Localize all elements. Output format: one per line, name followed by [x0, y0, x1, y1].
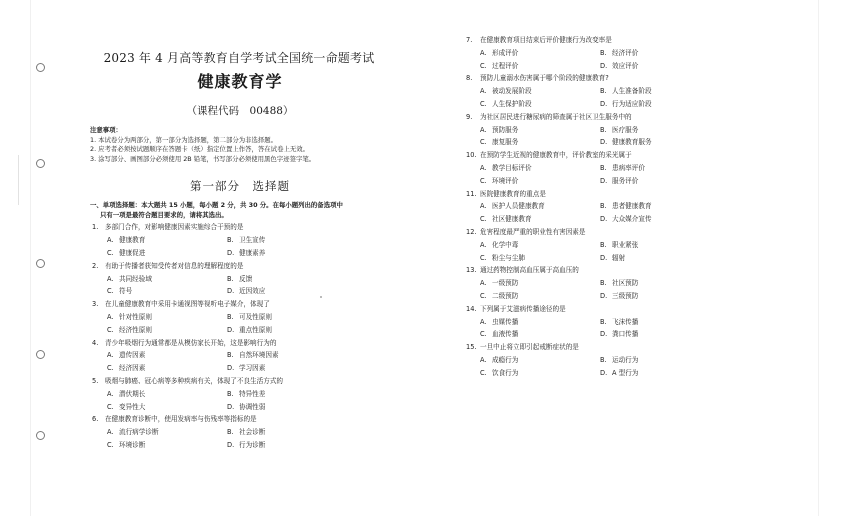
question-number: 5.	[92, 376, 99, 385]
option-a: A. 遗传因素	[107, 351, 146, 360]
question-stem: 下列属于艾滋病传播途径的是	[480, 304, 566, 313]
question-stem: 有助于传播者获知受传者对信息的理解程度的是	[105, 261, 244, 270]
option-d: D. 效应评价	[600, 61, 639, 70]
exam-heading: 2023 年 4 月高等教育自学考试全国统一命题考试	[103, 51, 375, 65]
option-b: B. 患病率评价	[600, 163, 645, 172]
question-stem: 为社区居民进行糖尿病的筛查属于社区卫生服务中的	[480, 112, 632, 121]
question-number: 7.	[466, 36, 473, 44]
option-d: D. 大众媒介宣传	[600, 215, 652, 224]
question-number: 11.	[466, 189, 477, 198]
option-c: C. 粉尘与尘肺	[480, 253, 525, 262]
question-5	[90, 375, 390, 413]
option-a: A. 共同经验域	[107, 274, 152, 283]
option-d: D. 粪口传播	[600, 330, 639, 339]
option-c: C. 经济性原则	[107, 325, 152, 334]
question-stem: 在健康教育诊断中，使用发病率与伤残率等指标的是	[105, 415, 257, 424]
question-stem: 多部门合作，对影响健康因素实施综合干预的是	[105, 223, 244, 232]
question-number: 12.	[466, 227, 477, 236]
option-b: B. 反馈	[227, 274, 253, 283]
question-number: 3.	[92, 300, 99, 309]
option-a: A. 针对性原则	[107, 312, 152, 321]
instructions-line: 只有一项是最符合题目要求的，请将其选出。	[100, 211, 228, 220]
question-number: 2.	[92, 261, 99, 270]
option-a: A. 潜伏期长	[107, 389, 146, 398]
question-10	[466, 149, 702, 187]
option-c: C. 健康促进	[107, 248, 146, 257]
option-a: A. 教学目标评价	[480, 163, 532, 172]
instructions-line: 一、单项选择题：本大题共 15 小题，每小题 2 分，共 30 分。在每小题列出的备选项中	[90, 201, 343, 210]
option-d: D. A 型行为	[600, 368, 639, 377]
option-c: C. 血液传播	[480, 330, 519, 339]
option-d: D. 健康教育服务	[600, 138, 652, 147]
option-c: C. 过程评价	[480, 61, 519, 70]
option-b: B. 自然环境因素	[227, 351, 279, 360]
question-1	[90, 221, 390, 259]
right-column	[466, 34, 702, 380]
option-b: B. 患者健康教育	[600, 202, 652, 211]
question-stem: 吸烟与肺癌、冠心病等多种疾病有关，体现了不良生活方式的	[105, 376, 284, 385]
notes-title: 注意事项：	[90, 126, 122, 134]
binding-hole-icon	[36, 63, 45, 72]
option-b: B. 医疗服务	[600, 125, 639, 134]
question-stem: 危害程度最严重的职业性有害因素是	[480, 227, 586, 236]
option-d: D. 辐射	[600, 253, 626, 262]
question-stem: 青少年吸烟行为通常都是从模仿家长开始，这是影响行为的	[105, 338, 277, 347]
question-number: 15.	[466, 343, 477, 352]
note-item: 1. 本试卷分为两部分，第一部分为选择题，第二部分为非选择题。	[90, 135, 278, 144]
question-7	[466, 34, 702, 72]
option-a: A. 流行病学诊断	[107, 428, 159, 437]
question-number: 8.	[466, 74, 473, 83]
subject-title: 健康教育学	[197, 72, 283, 91]
option-c: C. 人生保护阶段	[480, 99, 532, 108]
binding-hole-icon	[36, 350, 45, 359]
question-number: 10.	[466, 151, 477, 160]
option-b: B. 特异性差	[227, 389, 266, 398]
question-11	[466, 188, 702, 226]
page-edge	[30, 0, 31, 516]
option-d: D. 协调性弱	[227, 402, 266, 411]
option-c: C. 环境评价	[480, 176, 519, 185]
question-13	[466, 264, 702, 302]
option-a: A. 化学中毒	[480, 240, 519, 249]
option-c: C. 变异性大	[107, 402, 146, 411]
question-9	[466, 111, 702, 149]
question-number: 6.	[92, 415, 99, 424]
option-d: D. 近因效应	[227, 287, 266, 296]
question-12	[466, 226, 702, 264]
option-b: B. 运动行为	[600, 355, 639, 364]
question-number: 13.	[466, 266, 477, 275]
option-c: C. 环境诊断	[107, 440, 146, 449]
left-column	[90, 50, 390, 452]
option-a: A. 健康教育	[107, 236, 146, 245]
option-c: C. 经济因素	[107, 364, 146, 373]
option-b: B. 职业紧张	[600, 240, 639, 249]
option-d: D. 重点性原则	[227, 325, 272, 334]
question-number: 9.	[466, 112, 473, 121]
option-a: A. 一级预防	[480, 279, 519, 288]
question-3	[90, 298, 390, 336]
binding-hole-icon	[36, 259, 45, 268]
question-stem: 在儿童健康教育中采用卡通视图等视听电子媒介，体现了	[105, 300, 270, 309]
option-d: D. 服务评价	[600, 176, 639, 185]
option-a: A. 预防服务	[480, 125, 519, 134]
option-c: C. 康复服务	[480, 138, 519, 147]
option-a: A. 虫媒传播	[480, 317, 519, 326]
option-c: C. 社区健康教育	[480, 215, 532, 224]
option-b: B. 飞沫传播	[600, 317, 639, 326]
page-edge	[818, 0, 819, 516]
question-number: 14.	[466, 304, 477, 313]
question-14	[466, 303, 702, 341]
course-code: （课程代码 00488）	[186, 105, 294, 117]
option-d: D. 三级预防	[600, 291, 639, 300]
option-a: A. 形成评价	[480, 48, 519, 57]
notes-section	[90, 126, 390, 164]
option-d: D. 行为诊断	[227, 440, 266, 449]
option-a: A. 医护人员健康教育	[480, 202, 545, 211]
question-15	[466, 341, 702, 379]
question-4	[90, 337, 390, 375]
question-number: 1.	[92, 223, 99, 232]
option-d: D. 行为适应阶段	[600, 99, 652, 108]
question-stem: 在预防学生近视的健康教育中，评价教室的采光属于	[480, 151, 632, 160]
question-stem: 预防儿童溺水伤害属于哪个阶段的健康教育?	[480, 74, 609, 83]
question-2	[90, 260, 390, 298]
option-c: C. 符号	[107, 287, 133, 296]
section-instructions	[90, 200, 390, 220]
option-b: B. 社会诊断	[227, 428, 266, 437]
question-number: 4.	[92, 338, 99, 347]
option-d: D. 健康素养	[227, 248, 266, 257]
part-title: 第一部分 选择题	[190, 179, 290, 194]
question-stem: 一旦中止将立即引起戒断症状的是	[480, 343, 579, 352]
binding-hole-icon	[36, 431, 45, 440]
question-stem: 在健康教育项目结束后评价健康行为改变率是	[480, 36, 612, 44]
option-d: D. 学习因素	[227, 364, 266, 373]
question-stem: 通过药物控制高血压属于高血压的	[480, 266, 579, 275]
option-c: C. 二级预防	[480, 291, 519, 300]
page-edge-mark	[18, 155, 19, 205]
question-6	[90, 413, 390, 451]
option-a: A. 被动发展阶段	[480, 87, 532, 96]
binding-hole-icon	[36, 159, 45, 168]
option-b: B. 人生准备阶段	[600, 87, 652, 96]
note-item: 3. 涂写部分、画图部分必须使用 2B 铅笔，书写部分必须使用黑色字迹签字笔。	[90, 154, 316, 163]
question-stem: 医院健康教育的重点是	[480, 189, 546, 198]
note-item: 2. 应考者必须按试题顺序在答题卡（纸）指定位置上作答，答在试卷上无效。	[90, 145, 310, 154]
option-a: A. 成瘾行为	[480, 355, 519, 364]
question-8	[466, 72, 702, 110]
option-b: B. 卫生宣传	[227, 236, 266, 245]
option-b: B. 经济评价	[600, 48, 639, 57]
option-b: B. 可及性原则	[227, 312, 272, 321]
option-b: B. 社区预防	[600, 279, 639, 288]
option-c: C. 饮食行为	[480, 368, 519, 377]
